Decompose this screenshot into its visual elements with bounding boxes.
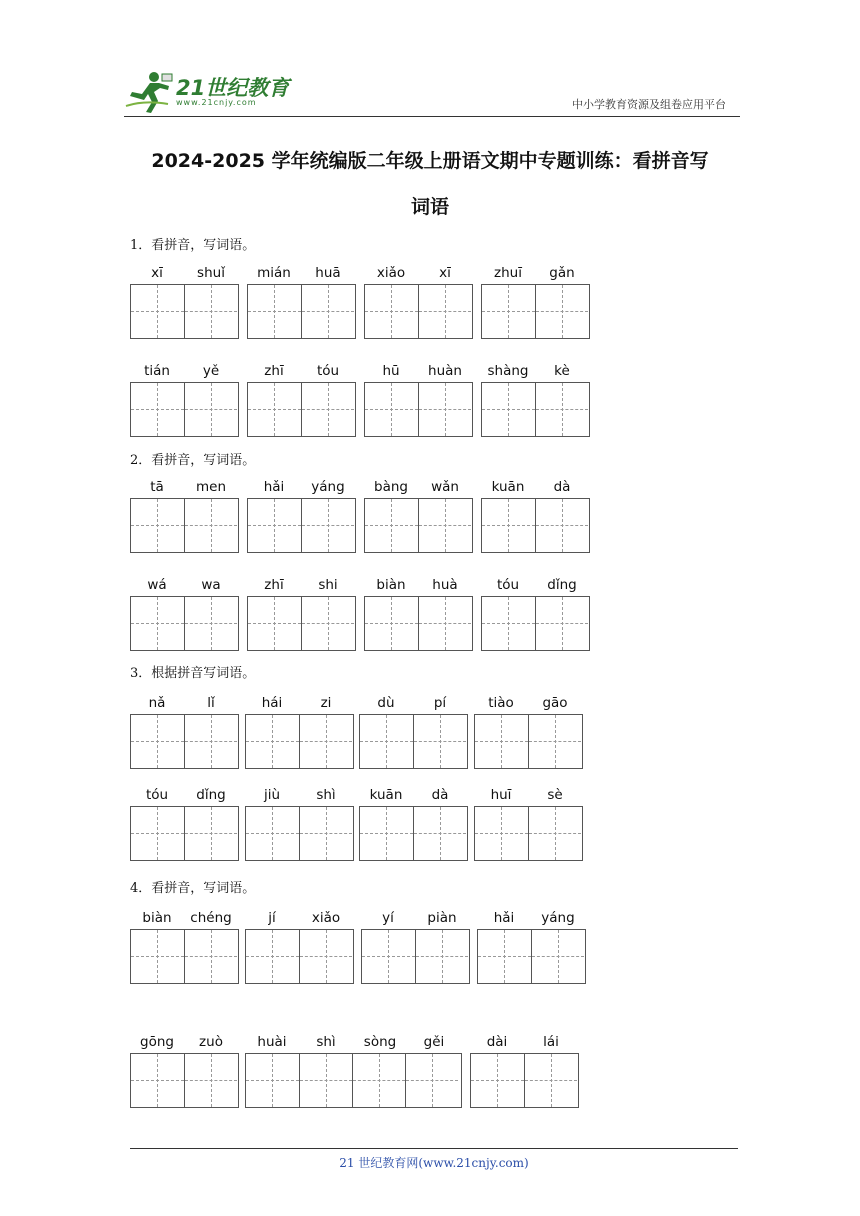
writing-cell[interactable] <box>524 1054 577 1107</box>
pinyin-label: shì <box>316 1034 336 1050</box>
word-item <box>470 1031 578 1111</box>
pinyin-label: bàng <box>374 479 408 495</box>
pinyin-label: xī <box>151 265 163 281</box>
word-item <box>245 784 353 864</box>
pinyin-label: yě <box>202 363 220 379</box>
tian-zi-grid <box>130 498 239 553</box>
tian-zi-grid <box>247 596 356 651</box>
question-3-label: 3．根据拼音写词语。 <box>130 666 256 681</box>
tian-zi-grid <box>481 596 590 651</box>
question-2-label: 2．看拼音，写词语。 <box>130 453 256 468</box>
pinyin-label: huā <box>315 265 341 281</box>
writing-cell[interactable] <box>535 499 588 552</box>
pinyin-label: zhuī <box>494 265 522 281</box>
writing-cell[interactable] <box>365 383 418 436</box>
pinyin-label: tā <box>150 479 164 495</box>
pinyin-group <box>245 692 353 714</box>
writing-cell[interactable] <box>535 597 588 650</box>
pinyin-label: yáng <box>311 479 345 495</box>
tian-zi-grid <box>481 382 590 437</box>
word-item <box>361 907 469 987</box>
pinyin-label: tóu <box>145 787 169 803</box>
writing-cell[interactable] <box>418 285 471 338</box>
writing-cell[interactable] <box>535 383 588 436</box>
tian-zi-grid <box>247 284 356 339</box>
tian-zi-grid <box>364 498 473 553</box>
pinyin-label: zuò <box>199 1034 223 1050</box>
word-item <box>130 262 238 342</box>
doc-title-line1: 2024-2025 学年统编版二年级上册语文期中专题训练：看拼音写 <box>151 150 709 172</box>
word-item <box>364 574 472 654</box>
pinyin-label: dǐng <box>547 577 577 593</box>
word-item <box>130 784 238 864</box>
pinyin-label: huī <box>490 787 512 803</box>
word-item <box>247 262 355 342</box>
word-item <box>364 360 472 440</box>
writing-cell[interactable] <box>365 499 418 552</box>
tian-zi-grid <box>130 284 239 339</box>
word-item <box>130 574 238 654</box>
pinyin-label: chéng <box>190 910 232 926</box>
pinyin-group <box>247 262 355 284</box>
writing-cell[interactable] <box>471 1054 524 1107</box>
pinyin-label: huàn <box>428 363 462 379</box>
pinyin-label: pí <box>433 695 447 711</box>
writing-cell[interactable] <box>184 1054 237 1107</box>
pinyin-label: shì <box>316 787 336 803</box>
pinyin-group <box>247 360 355 382</box>
writing-cell[interactable] <box>184 285 237 338</box>
tian-zi-grid <box>130 714 239 769</box>
tian-zi-grid <box>470 1053 579 1108</box>
pinyin-label: dà <box>431 787 449 803</box>
pinyin-label: dǐng <box>196 787 226 803</box>
pinyin-label: wa <box>201 577 221 593</box>
pinyin-label: hái <box>261 695 283 711</box>
word-item <box>481 574 589 654</box>
pinyin-label: kuān <box>491 479 525 495</box>
pinyin-label: lǐ <box>207 695 215 711</box>
pinyin-label: xī <box>439 265 451 281</box>
doc-title-line2: 词语 <box>410 196 449 218</box>
pinyin-label: gǎn <box>549 265 575 281</box>
word-item <box>130 476 238 556</box>
tian-zi-grid <box>364 284 473 339</box>
tian-zi-grid <box>359 714 468 769</box>
pinyin-group <box>364 574 472 596</box>
writing-cell[interactable] <box>131 499 184 552</box>
pinyin-label: hū <box>382 363 400 379</box>
tian-zi-grid <box>245 929 354 984</box>
pinyin-label: huà <box>432 577 458 593</box>
word-item <box>481 476 589 556</box>
pinyin-label: yáng <box>541 910 575 926</box>
pinyin-group <box>364 262 472 284</box>
word-item <box>130 692 238 772</box>
word-item <box>364 262 472 342</box>
tian-zi-grid <box>245 1053 462 1108</box>
writing-cell[interactable] <box>184 597 237 650</box>
writing-cell[interactable] <box>413 715 466 768</box>
pinyin-group <box>245 907 353 929</box>
writing-cell[interactable] <box>482 597 535 650</box>
word-item <box>247 476 355 556</box>
writing-cell[interactable] <box>246 1054 299 1107</box>
pinyin-label: dà <box>553 479 571 495</box>
tian-zi-grid <box>364 382 473 437</box>
pinyin-group <box>359 692 467 714</box>
pinyin-group <box>481 262 589 284</box>
pinyin-label: wǎn <box>431 479 459 495</box>
pinyin-label: zi <box>320 695 332 711</box>
pinyin-group <box>245 784 353 806</box>
tian-zi-grid <box>245 714 354 769</box>
pinyin-label: zhī <box>264 363 284 379</box>
pinyin-label: men <box>195 479 226 495</box>
writing-cell[interactable] <box>528 715 581 768</box>
pinyin-label: biàn <box>142 910 172 926</box>
tian-zi-grid <box>130 929 239 984</box>
word-item <box>481 360 589 440</box>
pinyin-group <box>481 574 589 596</box>
pinyin-group <box>130 262 238 284</box>
writing-cell[interactable] <box>482 285 535 338</box>
pinyin-group <box>477 907 585 929</box>
pinyin-label: biàn <box>376 577 406 593</box>
writing-cell[interactable] <box>352 1054 405 1107</box>
word-item <box>474 784 582 864</box>
word-item <box>359 784 467 864</box>
tian-zi-grid <box>474 806 583 861</box>
pinyin-group <box>361 907 469 929</box>
tian-zi-grid <box>481 498 590 553</box>
word-item <box>364 476 472 556</box>
tian-zi-grid <box>247 498 356 553</box>
pinyin-label: mián <box>257 265 291 281</box>
writing-cell[interactable] <box>184 715 237 768</box>
tian-zi-grid <box>130 382 239 437</box>
tian-zi-grid <box>364 596 473 651</box>
writing-cell[interactable] <box>362 930 415 983</box>
writing-cell[interactable] <box>248 499 301 552</box>
pinyin-label: sòng <box>363 1034 397 1050</box>
logo-text: 21世纪教育 <box>176 76 290 100</box>
word-item <box>245 1031 461 1111</box>
pinyin-label: tóu <box>496 577 520 593</box>
pinyin-group <box>130 476 238 498</box>
pinyin-group <box>245 1031 461 1053</box>
pinyin-label: jí <box>268 910 276 926</box>
pinyin-group <box>130 692 238 714</box>
writing-cell[interactable] <box>301 285 354 338</box>
writing-cell[interactable] <box>246 715 299 768</box>
tian-zi-grid <box>130 596 239 651</box>
pinyin-group <box>364 476 472 498</box>
pinyin-label: tóu <box>316 363 340 379</box>
pinyin-label: hǎi <box>493 910 515 926</box>
writing-cell[interactable] <box>184 930 237 983</box>
pinyin-label: piàn <box>427 910 457 926</box>
writing-cell[interactable] <box>475 715 528 768</box>
word-item <box>481 262 589 342</box>
page-header <box>124 64 740 118</box>
writing-cell[interactable] <box>531 930 584 983</box>
pinyin-group <box>247 574 355 596</box>
pinyin-label: jiù <box>263 787 281 803</box>
pinyin-label: xiǎo <box>376 265 406 281</box>
pinyin-group <box>474 784 582 806</box>
writing-cell[interactable] <box>246 930 299 983</box>
pinyin-group <box>474 692 582 714</box>
tian-zi-grid <box>481 284 590 339</box>
pinyin-label: shuǐ <box>197 265 225 281</box>
pinyin-label: gāo <box>542 695 568 711</box>
pinyin-label: yí <box>382 910 394 926</box>
question-1-label: 1．看拼音，写词语。 <box>130 238 256 253</box>
word-item <box>474 692 582 772</box>
pinyin-group <box>481 476 589 498</box>
word-item <box>247 360 355 440</box>
tian-zi-grid <box>474 714 583 769</box>
writing-cell[interactable] <box>405 1054 458 1107</box>
pinyin-label: lái <box>543 1034 559 1050</box>
writing-cell[interactable] <box>299 807 352 860</box>
writing-cell[interactable] <box>246 807 299 860</box>
writing-cell[interactable] <box>299 930 352 983</box>
writing-cell[interactable] <box>365 597 418 650</box>
tian-zi-grid <box>247 382 356 437</box>
pinyin-label: shàng <box>487 363 529 379</box>
writing-cell[interactable] <box>131 597 184 650</box>
writing-cell[interactable] <box>248 285 301 338</box>
pinyin-label: hǎi <box>263 479 285 495</box>
pinyin-group <box>481 360 589 382</box>
pinyin-label: xiǎo <box>311 910 341 926</box>
pinyin-group <box>130 1031 238 1053</box>
pinyin-label: kuān <box>369 787 403 803</box>
writing-cell[interactable] <box>418 499 471 552</box>
pinyin-label: huài <box>257 1034 287 1050</box>
writing-cell[interactable] <box>131 285 184 338</box>
writing-cell[interactable] <box>184 499 237 552</box>
tian-zi-grid <box>245 806 354 861</box>
pinyin-group <box>130 784 238 806</box>
tian-zi-grid <box>361 929 470 984</box>
writing-cell[interactable] <box>131 807 184 860</box>
footer-divider <box>130 1148 738 1149</box>
pinyin-label: shi <box>318 577 338 593</box>
word-item <box>130 907 238 987</box>
writing-cell[interactable] <box>528 807 581 860</box>
pinyin-group <box>130 360 238 382</box>
writing-cell[interactable] <box>415 930 468 983</box>
tian-zi-grid <box>130 1053 239 1108</box>
writing-cell[interactable] <box>248 597 301 650</box>
word-item <box>245 692 353 772</box>
pinyin-label: zhī <box>264 577 284 593</box>
word-item <box>477 907 585 987</box>
header-divider <box>124 116 740 117</box>
writing-cell[interactable] <box>478 930 531 983</box>
word-item <box>247 574 355 654</box>
pinyin-group <box>470 1031 578 1053</box>
pinyin-label: gěi <box>423 1034 445 1050</box>
pinyin-label: dài <box>486 1034 508 1050</box>
pinyin-label: dù <box>377 695 395 711</box>
writing-cell[interactable] <box>301 597 354 650</box>
tian-zi-grid <box>130 806 239 861</box>
pinyin-group <box>359 784 467 806</box>
brand-logo <box>124 70 294 114</box>
footer-text: 21 世纪教育网(www.21cnjy.com) <box>339 1156 529 1170</box>
writing-cell[interactable] <box>482 383 535 436</box>
writing-cell[interactable] <box>248 383 301 436</box>
writing-cell[interactable] <box>184 383 237 436</box>
writing-cell[interactable] <box>299 1054 352 1107</box>
pinyin-label: nǎ <box>148 695 166 711</box>
word-item <box>130 1031 238 1111</box>
platform-text: 中小学教育资源及组卷应用平台 <box>572 98 726 111</box>
word-item <box>359 692 467 772</box>
pinyin-label: tiào <box>488 695 514 711</box>
writing-cell[interactable] <box>482 499 535 552</box>
writing-cell[interactable] <box>131 1054 184 1107</box>
tian-zi-grid <box>359 806 468 861</box>
pinyin-group <box>130 907 238 929</box>
writing-cell[interactable] <box>131 930 184 983</box>
word-item <box>130 360 238 440</box>
logo-url: www.21cnjy.com <box>176 98 257 107</box>
pinyin-group <box>247 476 355 498</box>
writing-cell[interactable] <box>131 383 184 436</box>
writing-cell[interactable] <box>365 285 418 338</box>
question-4-label: 4．看拼音，写词语。 <box>130 881 256 896</box>
writing-cell[interactable] <box>131 715 184 768</box>
pinyin-label: wá <box>147 577 167 593</box>
pinyin-label: tián <box>144 363 170 379</box>
pinyin-label: sè <box>547 787 563 803</box>
writing-cell[interactable] <box>418 383 471 436</box>
pinyin-label: gōng <box>140 1034 174 1050</box>
pinyin-group <box>130 574 238 596</box>
writing-cell[interactable] <box>299 715 352 768</box>
writing-cell[interactable] <box>535 285 588 338</box>
writing-cell[interactable] <box>475 807 528 860</box>
writing-cell[interactable] <box>360 807 413 860</box>
pinyin-label: kè <box>554 363 570 379</box>
writing-cell[interactable] <box>413 807 466 860</box>
runner-icon <box>124 70 174 114</box>
word-item <box>245 907 353 987</box>
writing-cell[interactable] <box>301 383 354 436</box>
pinyin-group <box>364 360 472 382</box>
writing-cell[interactable] <box>418 597 471 650</box>
tian-zi-grid <box>477 929 586 984</box>
writing-cell[interactable] <box>360 715 413 768</box>
writing-cell[interactable] <box>184 807 237 860</box>
writing-cell[interactable] <box>301 499 354 552</box>
